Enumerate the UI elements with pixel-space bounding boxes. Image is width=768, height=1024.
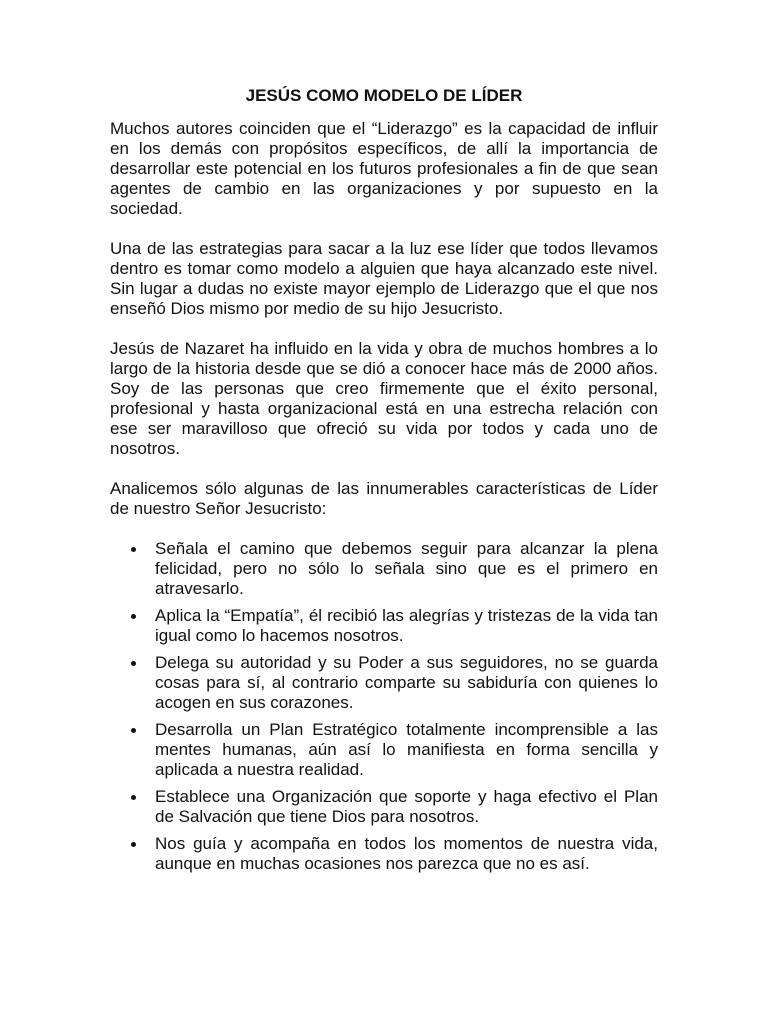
list-item: [110, 787, 658, 827]
list-item: [110, 653, 658, 713]
list-item: [110, 834, 658, 874]
paragraph-1: Muchos autores coinciden que el “Liderazgo” es la capacidad de influir en los demás con propósitos específicos, de allí la importancia de desarrollar este potencial en los futuros profesionales a fin de que sean agentes de cambio en las organizaciones y por supuesto en la sociedad.: [110, 119, 658, 218]
bullet-icon: [131, 614, 136, 619]
document-title: JESÚS COMO MODELO DE LÍDER: [245, 86, 523, 105]
bullet-icon: [131, 728, 136, 733]
list-item: [110, 606, 658, 646]
list-item-text: Nos guía y acompaña en todos los momentos de nuestra vida, aunque en muchas ocasiones nos parezca que no es así.: [155, 834, 658, 873]
list-item: [110, 720, 658, 780]
bullet-icon: [131, 842, 136, 847]
list-item: [110, 539, 658, 599]
paragraph-3: Jesús de Nazaret ha influido en la vida y obra de muchos hombres a lo largo de la historia desde que se dió a conocer hace más de 2000 años. Soy de las personas que creo firmemente que el éxito personal, profesional y hasta organizacional está en una estrecha relación con ese ser maravilloso que ofreció su vida por todos y cada uno de nosotros.: [110, 339, 658, 458]
characteristics-list: [110, 539, 658, 874]
bullet-icon: [131, 547, 136, 552]
paragraph-2: Una de las estrategias para sacar a la luz ese líder que todos llevamos dentro es tomar como modelo a alguien que haya alcanzado este nivel. Sin lugar a dudas no existe mayor ejemplo de Liderazgo que el que nos enseñó Dios mismo por medio de su hijo Jesucristo.: [110, 239, 658, 318]
bullet-icon: [131, 661, 136, 666]
list-item-text: Establece una Organización que soporte y haga efectivo el Plan de Salvación que tiene Dios para nosotros.: [155, 787, 658, 826]
bullet-icon: [131, 795, 136, 800]
list-item-text: Señala el camino que debemos seguir para alcanzar la plena felicidad, pero no sólo lo señala sino que es el primero en atravesarlo.: [155, 539, 658, 598]
paragraph-4: Analicemos sólo algunas de las innumerables características de Líder de nuestro Señor Jesucristo:: [110, 479, 658, 518]
list-item-text: Aplica la “Empatía”, él recibió las alegrías y tristezas de la vida tan igual como lo hacemos nosotros.: [155, 606, 658, 645]
list-item-text: Desarrolla un Plan Estratégico totalmente incomprensible a las mentes humanas, aún así lo manifiesta en forma sencilla y aplicada a nuestra realidad.: [155, 720, 658, 779]
list-item-text: Delega su autoridad y su Poder a sus seguidores, no se guarda cosas para sí, al contrario comparte su sabiduría con quienes lo acogen en sus corazones.: [155, 653, 658, 712]
